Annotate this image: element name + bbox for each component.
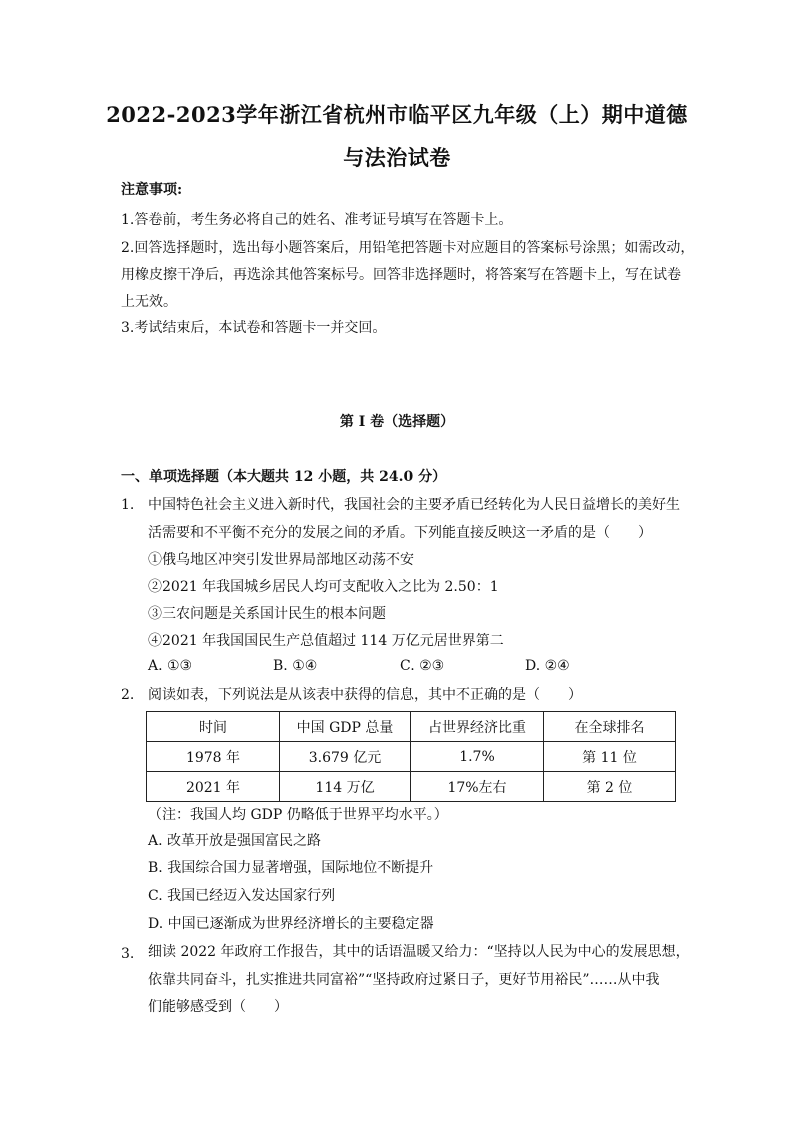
question-3-stem-line3: 们能够感受到（ ） (148, 999, 288, 1015)
table-row (147, 742, 676, 772)
question-2-note: （注：我国人均 GDP 仍略低于世界平均水平。） (148, 807, 448, 823)
question-1-statement-4: ④2021 年我国国民生产总值超过 114 万亿元居世界第二 (148, 633, 504, 649)
question-1-statement-2: ②2021 年我国城乡居民人均可支配收入之比为 2.50：1 (148, 579, 499, 595)
table-cell: 17%左右 (411, 772, 544, 802)
notice-item-2-line1: 2.回答选择题时，选出每小题答案后，用铅笔把答题卡对应题目的答案标号涂黑；如需改动， (121, 240, 695, 256)
section-title: 第 I 卷（选择题） (339, 414, 455, 430)
table-cell: 第 11 位 (544, 742, 676, 772)
question-1-statement-3: ③三农问题是关系国计民生的根本问题 (148, 606, 386, 622)
table-cell: 第 2 位 (544, 772, 676, 802)
question-1-stem-line1: 中国特色社会主义进入新时代，我国社会的主要矛盾已经转化为人民日益增长的美好生 (148, 497, 680, 513)
table-cell: 114 万亿 (280, 772, 411, 802)
table-header-cell: 时间 (147, 712, 280, 742)
table-cell: 1.7% (411, 742, 544, 772)
part-heading: 一、单项选择题（本大题共 12 小题，共 24.0 分） (121, 469, 447, 485)
notice-item-3: 3.考试结束后，本试卷和答题卡一并交回。 (121, 320, 387, 336)
question-2-option-d[interactable]: D. 中国已逐渐成为世界经济增长的主要稳定器 (148, 916, 434, 932)
question-3-number: 3. (121, 946, 135, 962)
table-header-row (147, 712, 676, 742)
question-2-option-a[interactable]: A. 改革开放是强国富民之路 (148, 833, 322, 849)
notice-item-2-line2: 用橡皮擦干净后，再选涂其他答案标号。回答非选择题时，将答案写在答题卡上，写在试卷 (121, 267, 681, 283)
notice-item-2-line3: 上无效。 (121, 294, 177, 310)
question-2-option-c[interactable]: C. 我国已经迈入发达国家行列 (148, 888, 336, 904)
question-2-number: 2. (121, 687, 135, 703)
table-header-cell: 中国 GDP 总量 (280, 712, 411, 742)
question-1-option-c[interactable]: C. ②③ (400, 658, 445, 674)
exam-title-line2: 与法治试卷 (343, 145, 451, 170)
table-row (147, 772, 676, 802)
question-1-option-a[interactable]: A. ①③ (148, 658, 193, 674)
question-2-option-b[interactable]: B. 我国综合国力显著增强，国际地位不断提升 (148, 860, 434, 876)
notice-item-1: 1.答卷前，考生务必将自己的姓名、准考证号填写在答题卡上。 (121, 212, 513, 228)
exam-title-line1: 2022-2023学年浙江省杭州市临平区九年级（上）期中道德 (106, 102, 688, 127)
table-cell: 3.679 亿元 (280, 742, 411, 772)
gdp-table (146, 711, 676, 802)
question-1-options (148, 658, 668, 678)
question-3-stem-line1: 细读 2022 年政府工作报告，其中的话语温暖又给力：“坚持以人民为中心的发展思想， (148, 944, 690, 960)
table-cell: 2021 年 (147, 772, 280, 802)
question-1-stem-line2: 活需要和不平衡不充分的发展之间的矛盾。下列能直接反映这一矛盾的是（ ） (148, 525, 652, 541)
table-cell: 1978 年 (147, 742, 280, 772)
question-2-stem: 阅读如表，下列说法是从该表中获得的信息，其中不正确的是（ ） (148, 687, 582, 703)
question-1-statement-1: ①俄乌地区冲突引发世界局部地区动荡不安 (148, 552, 414, 568)
question-1-option-b[interactable]: B. ①④ (273, 658, 318, 674)
table-header-cell: 占世界经济比重 (411, 712, 544, 742)
question-1-number: 1. (121, 497, 135, 513)
question-3-stem-line2: 依靠共同奋斗，扎实推进共同富裕”“坚持政府过紧日子，更好节用裕民”……从中我 (148, 972, 660, 988)
table-header-cell: 在全球排名 (544, 712, 676, 742)
notice-heading: 注意事项: (121, 182, 183, 198)
question-1-option-d[interactable]: D. ②④ (525, 658, 570, 674)
